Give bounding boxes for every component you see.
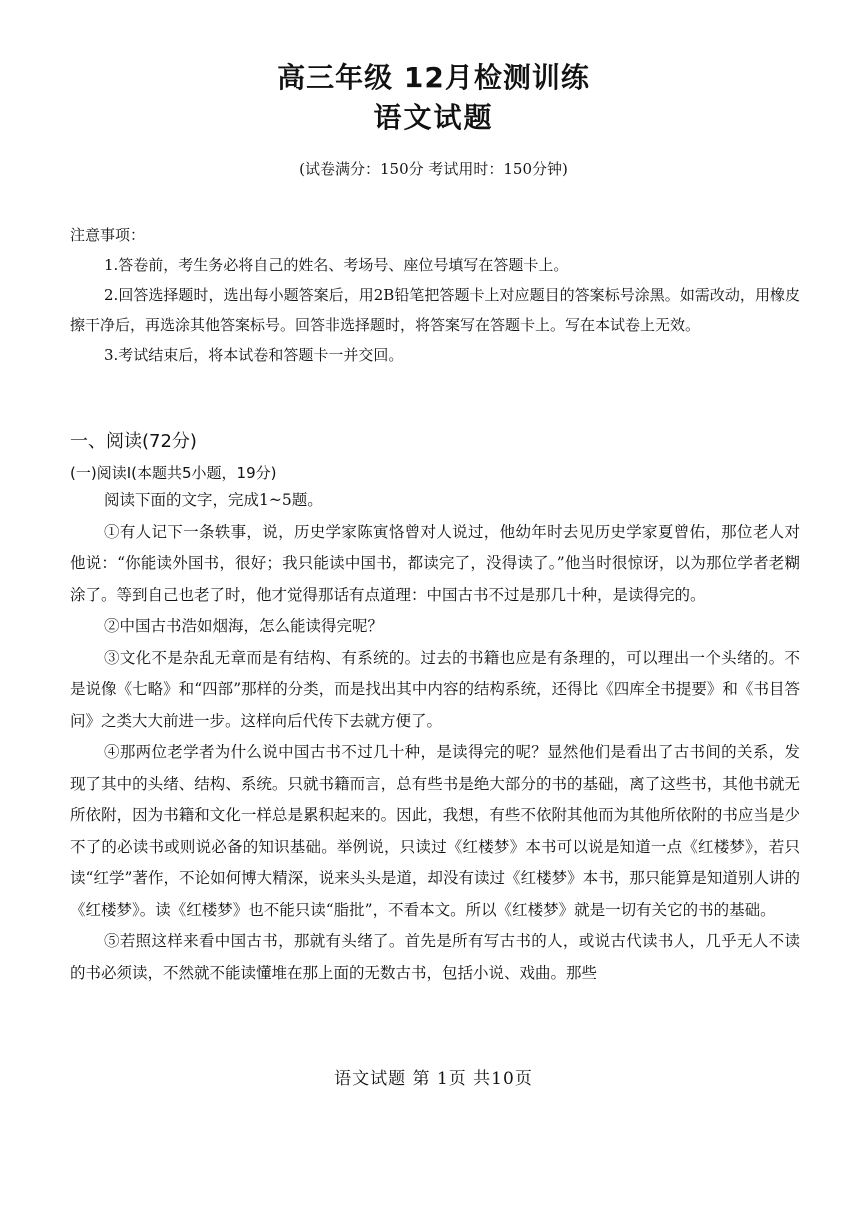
notes-item: 3.考试结束后，将本试卷和答题卡一并交回。: [104, 346, 404, 364]
notes-item: 1.答卷前，考生务必将自己的姓名、考场号、座位号填写在答题卡上。: [104, 256, 569, 274]
subsection-title: (一)阅读Ⅰ(本题共5小题，19分): [70, 464, 277, 482]
section-title: 一、阅读(72分): [70, 431, 197, 452]
page-footer: 语文试题 第 1页 共10页: [334, 1069, 533, 1089]
notes-heading: 注意事项：: [70, 226, 146, 244]
instruction-text: 阅读下面的文字，完成1~5题。: [104, 491, 323, 509]
notes-item: 2.回答选择题时，选出每小题答案后，用2B铅笔把答题卡上对应题目的答案标号涂黑。如需改动，用橡皮擦干净后，再选涂其他答案标号。回答非选择题时，将答案写在答题卡上。写在本试卷上无效。: [70, 286, 800, 334]
passage-paragraph: ①有人记下一条轶事，说，历史学家陈寅恪曾对人说过，他幼年时去见历史学家夏曾佑，那位老人对他说：“你能读外国书，很好；我只能读中国书，都读完了，没得读了。”他当时很惊讶，以为那位学者老糊涂了。等到自己也老了时，他才觉得那话有点道理：中国古书不过是那几十种，是读得完的。: [70, 522, 800, 604]
passage-paragraph: ②中国古书浩如烟海，怎么能读得完呢？: [104, 617, 384, 635]
passage-paragraph: ③文化不是杂乱无章而是有结构、有系统的。过去的书籍也应是有条理的，可以理出一个头绪的。不是说像《七略》和“四部”那样的分类，而是找出其中内容的结构系统，还得比《四库全书提要》和《书目答问》之类大大前进一步。这样向后代传下去就方便了。: [70, 648, 800, 730]
exam-subject-title: 语文试题: [373, 101, 494, 134]
passage-paragraph: ⑤若照这样来看中国古书，那就有头绪了。首先是所有写古书的人，或说古代读书人，几乎无人不读的书必须读，不然就不能读懂堆在那上面的无数古书，包括小说、戏曲。那些: [70, 932, 800, 982]
exam-title: 高三年级 12月检测训练: [277, 61, 590, 94]
reading-passage: [70, 485, 800, 989]
notes-block: [70, 220, 800, 370]
passage-paragraph: ④那两位老学者为什么说中国古书不过几十种，是读得完的呢？显然他们是看出了古书间的关系，发现了其中的头绪、结构、系统。只就书籍而言，总有些书是绝大部分的书的基础，离了这些书，其他书就无所依附，因为书籍和文化一样总是累积起来的。因此，我想，有些不依附其他而为其他所依附的书应当是少不了的必读书或则说必备的知识基础。举例说，只读过《红楼梦》本书可以说是知道一点《红楼梦》，若只读“红学”著作，不论如何博大精深，说来头头是道，却没有读过《红楼梦》本书，那只能算是知道别人讲的《红楼梦》。读《红楼梦》也不能只读“脂批”，不看本文。所以《红楼梦》就是一切有关它的书的基础。: [70, 743, 800, 919]
exam-info: (试卷满分：150分 考试用时：150分钟): [299, 160, 568, 178]
